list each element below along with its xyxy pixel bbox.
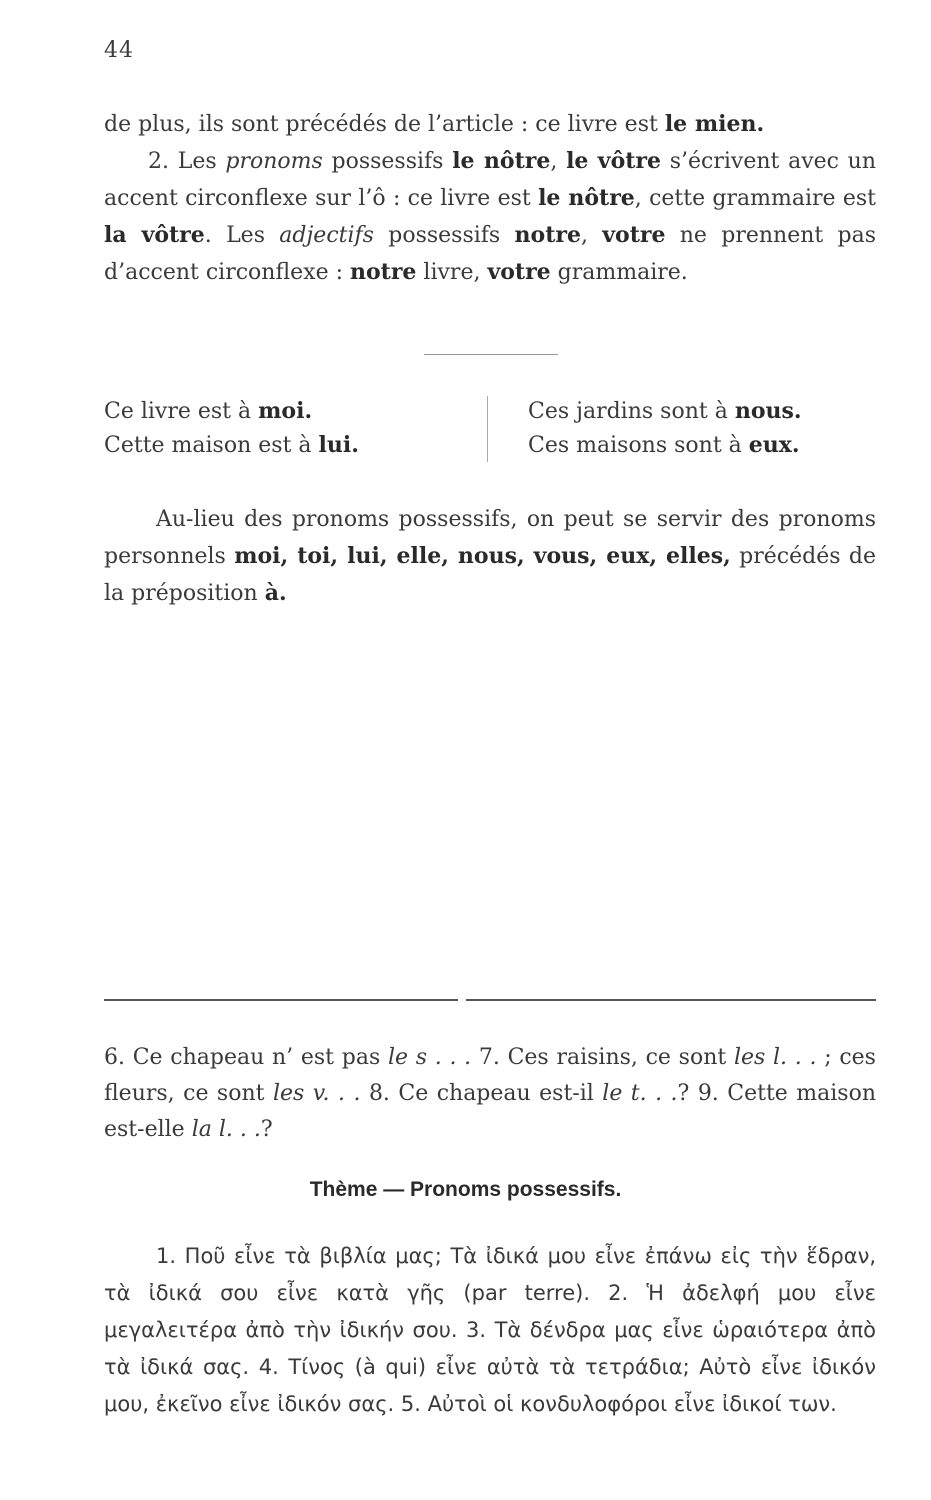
text-run: , cette grammaire est	[634, 186, 876, 211]
notre: notre	[514, 222, 581, 248]
votre: votre	[602, 222, 666, 248]
text-run: ?	[677, 1081, 690, 1106]
notre: notre	[350, 259, 417, 285]
pronoun-bold: lui.	[318, 432, 359, 458]
text-run: ,	[580, 223, 588, 248]
term-pronoms: pronoms	[225, 149, 323, 174]
le-notre: le nôtre	[452, 148, 551, 174]
text-run: ,	[550, 149, 558, 174]
rule-number-2: 2.	[148, 149, 169, 174]
blank: le s . . .	[387, 1045, 472, 1070]
column-rule	[487, 396, 488, 462]
text-run: s’écrivent avec un accent circonflexe sur l’ô : ce livre est	[104, 149, 877, 211]
text-run: Ces maisons sont à	[528, 433, 742, 458]
au-lieu-paragraph	[104, 502, 876, 612]
exercise-6: 6. Ce chapeau n’ est pas	[104, 1045, 381, 1070]
text-run: ?	[260, 1117, 273, 1142]
intro-line-1: de plus, ils sont précédés de l’article : ce livre est	[104, 112, 658, 137]
greek-translation-exercise: 1. Ποῦ εἶνε τὰ βιβλία μας; Τὰ ἰδικά μου εἶνε ἐπάνω εἰς τὴν ἕδραν, τὰ ἰδικά σου εἶνε κατὰ γῆς (par terre). 2. Ἡ ἀδελφή μου εἶνε μεγαλειτέρα ἀπὸ τὴν ἰδικήν σου. 3. Τὰ δένδρα μας εἶνε ὡραιότερα ἀπὸ τὰ ἰδικά σας. 4. Τίνος (à qui) εἶνε αὐτὰ τὰ τετράδια; Αὐτὸ εἶνε ἰδικόν μου, ἐκεῖνο εἶνε ἰδικόν σας. 5. Αὐτοὶ οἱ κονδυλοφόροι εἶνε ἰδικοί των.	[104, 1244, 876, 1416]
text-run: Les	[177, 149, 217, 174]
exercise-7: 7. Ces raisins, ce sont	[478, 1045, 727, 1070]
exercise-8: 8. Ce chapeau est-il	[368, 1081, 594, 1106]
footer-rule-right	[466, 999, 876, 1001]
text-run: . Les	[204, 223, 265, 248]
blank: les l. . .	[733, 1045, 817, 1070]
example-left-1	[104, 394, 312, 429]
text-run: possessifs	[331, 149, 444, 174]
section-divider	[424, 354, 558, 355]
preposition-a: à.	[264, 580, 287, 606]
text-run: Au-lieu des pronoms possessifs, on peut se servir des pronoms personnels	[104, 507, 876, 569]
personal-pronouns: moi, toi, lui, elle, nous, vous, eux, elles,	[234, 543, 731, 569]
text-run: possessifs	[388, 223, 501, 248]
intro-paragraph	[104, 106, 876, 291]
text-run: grammaire.	[557, 260, 688, 285]
pronoun-bold: eux.	[748, 432, 800, 458]
blank: les v. . .	[272, 1081, 361, 1106]
text-run: ne prennent pas d’accent circonflexe :	[104, 223, 877, 285]
text-run: Cette maison est à	[104, 433, 312, 458]
pronoun-bold: nous.	[734, 398, 802, 424]
le-votre: le vôtre	[566, 148, 662, 174]
le-mien: le mien.	[664, 111, 765, 137]
votre: votre	[487, 259, 551, 285]
exercise-9: 9. Cette maison est-elle	[104, 1081, 876, 1142]
blank: la l. . .	[191, 1117, 261, 1142]
example-right-1	[528, 394, 802, 429]
text-run: Ces jardins sont à	[528, 399, 728, 424]
text-run: Ce livre est à	[104, 399, 252, 424]
theme-heading: Thème — Pronoms possessifs.	[309, 1178, 622, 1201]
text-run: précédés de la préposition	[104, 544, 876, 606]
exercises-block	[104, 1040, 876, 1148]
text-run: ; ces fleurs, ce sont	[104, 1045, 876, 1106]
page-number: 44	[104, 38, 134, 63]
example-left-2	[104, 428, 359, 463]
footer-rule-left	[104, 999, 458, 1001]
text-run: livre,	[423, 260, 481, 285]
term-adjectifs: adjectifs	[279, 223, 374, 248]
la-votre: la vôtre	[104, 222, 205, 248]
le-notre: le nôtre	[538, 185, 635, 211]
pronoun-bold: moi.	[258, 398, 313, 424]
blank: le t. . .	[602, 1081, 678, 1106]
example-right-2	[528, 428, 800, 463]
